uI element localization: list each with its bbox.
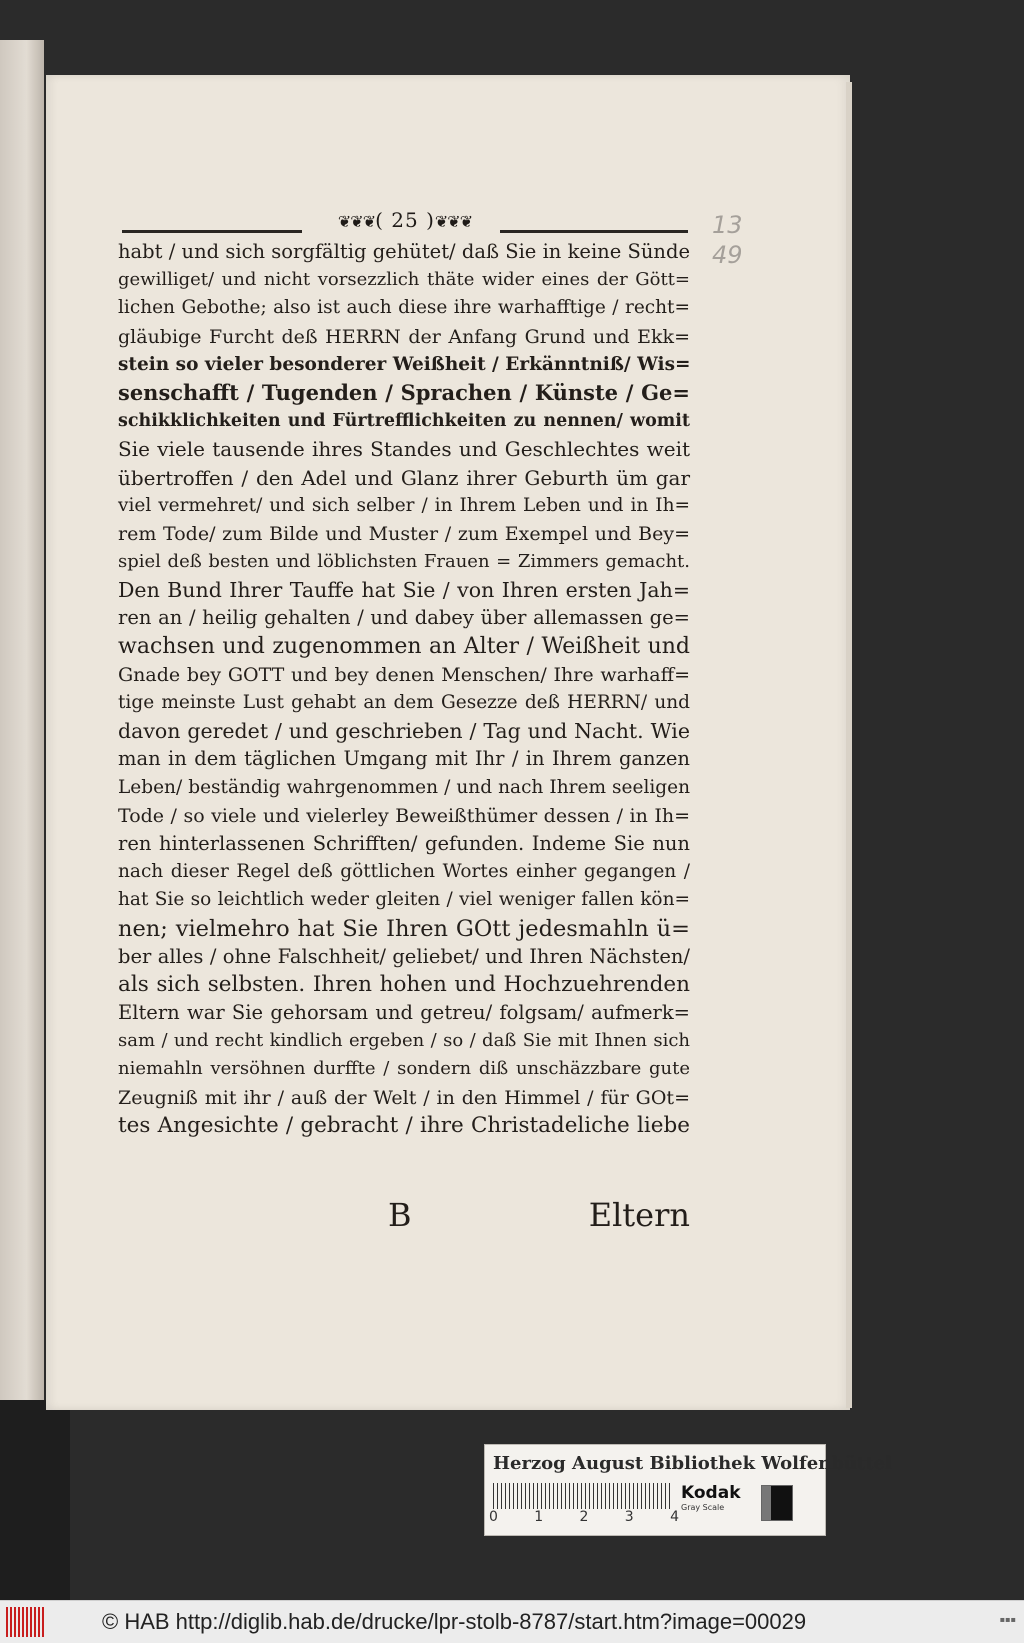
text-line: viel vermehret/ und sich selber / in Ihrem Leben und in Ih= — [118, 494, 690, 516]
kodak-logo: Kodak — [681, 1483, 741, 1503]
margin-note-line: 13 — [712, 211, 743, 239]
page-number: ( 25 ) — [375, 208, 435, 232]
text-line: sam / und recht kindlich ergeben / so / daß Sie mit Ihnen sich — [118, 1030, 690, 1052]
text-line: übertroffen / den Adel und Glanz ihrer Geburth üm gar — [118, 465, 690, 490]
page-number-block — [320, 208, 490, 232]
page-header — [120, 208, 690, 232]
body-text — [118, 238, 690, 1140]
left-binding-shadow — [0, 1400, 70, 1600]
signature-mark: B — [388, 1196, 412, 1234]
footer-dots: ▪▪▪ — [999, 1615, 1016, 1624]
text-line: wachsen und zugenommen an Alter / Weißheit und — [118, 633, 690, 659]
text-line: als sich selbsten. Ihren hohen und Hochzuehrenden — [118, 971, 690, 997]
scale-number: 0 — [489, 1509, 498, 1525]
header-ornament-left: ❦❦❦ — [337, 212, 376, 231]
scale-ruler — [493, 1483, 673, 1509]
text-line: ren an / heilig gehalten / und dabey über allemassen ge= — [118, 606, 690, 630]
text-line: gewilliget/ und nicht vorsezzlich thäte wider eines der Gött= — [118, 269, 690, 291]
gray-scale-label: Gray Scale — [681, 1503, 725, 1512]
scale-number: 3 — [624, 1509, 634, 1525]
text-line: Tode / so viele und vielerley Beweißthümer dessen / in Ih= — [118, 804, 690, 827]
gray-patch — [761, 1485, 793, 1521]
text-line: habt / und sich sorgfältig gehütet/ daß Sie in keine Sünde — [118, 240, 690, 263]
text-line: niemahln versöhnen durffte / sondern diß unschäzzbare gute — [118, 1058, 690, 1080]
text-line: rem Tode/ zum Bilde und Muster / zum Exempel und Bey= — [118, 522, 690, 545]
text-line: tes Angesichte / gebracht / ihre Christadeliche liebe — [118, 1112, 690, 1138]
text-line: stein so vieler besonderer Weißheit / Erkänntniß/ Wis= — [118, 353, 691, 375]
page-right-edge — [846, 82, 852, 1408]
text-line: ren hinterlassenen Schrifften/ gefunden. Indeme Sie nun — [118, 831, 690, 855]
text-line: man in dem täglichen Umgang mit Ihr / in Ihrem ganzen — [118, 747, 690, 771]
text-line: gläubige Furcht deß HERRN der Anfang Grund und Ekk= — [118, 325, 690, 348]
header-rule-left — [122, 230, 302, 233]
color-calibration-bar — [484, 1444, 892, 1536]
scale-number: 2 — [579, 1509, 589, 1525]
footer-bar — [0, 1600, 1024, 1643]
text-line: nach dieser Regel deß göttlichen Wortes einher gegangen / — [118, 861, 690, 883]
text-line: davon geredet / und geschrieben / Tag und Nacht. Wie — [118, 719, 690, 744]
scale-numbers — [489, 1509, 679, 1525]
text-line: schikklichkeiten und Fürtrefflichkeiten zu nennen/ womit — [118, 411, 690, 432]
text-line: tige meinste Lust gehabt an dem Gesezze deß HERRN/ und — [118, 692, 690, 713]
header-ornament-right: ❦❦❦ — [434, 212, 473, 231]
barcode-icon — [6, 1607, 46, 1637]
text-line: lichen Gebothe; also ist auch diese ihre warhafftige / recht= — [118, 297, 690, 319]
scale-number: 1 — [534, 1509, 544, 1525]
text-line: nen; vielmehro hat Sie Ihren GOtt jedesmahln ü= — [118, 915, 690, 942]
text-line: Zeugniß mit ihr / auß der Welt / in den Himmel / für GOt= — [118, 1086, 690, 1109]
catchword: Eltern — [588, 1196, 690, 1234]
text-line: Eltern war Sie gehorsam und getreu/ folgsam/ aufmerk= — [118, 1001, 690, 1025]
text-line: Leben/ beständig wahrgenommen / und nach Ihrem seeligen — [118, 776, 690, 798]
scale-number: 4 — [670, 1509, 679, 1525]
text-line: spiel deß besten und löblichsten Frauen = Zimmers gemacht. — [118, 551, 690, 573]
text-line: Gnade bey GOTT und bey denen Menschen/ Ihre warhaff= — [118, 663, 690, 686]
margin-note — [712, 210, 752, 270]
text-line: senschafft / Tugenden / Sprachen / Künste / Ge= — [118, 379, 690, 405]
library-name: Herzog August Bibliothek Wolfenbüttel — [493, 1453, 892, 1474]
left-page-edge — [0, 40, 44, 1400]
margin-note-line: 49 — [712, 241, 743, 269]
text-line: Sie viele tausende ihres Standes und Geschlechtes weit — [118, 437, 690, 462]
text-line: hat Sie so leichtlich weder gleiten / viel weniger fallen kön= — [118, 889, 690, 911]
catchwords — [118, 1196, 690, 1232]
text-line: Den Bund Ihrer Tauffe hat Sie / von Ihren ersten Jah= — [118, 578, 690, 603]
header-rule-right — [500, 230, 688, 233]
text-line: ber alles / ohne Falschheit/ geliebet/ und Ihren Nächsten/ — [118, 944, 690, 968]
copyright-link[interactable]: © HAB http://diglib.hab.de/drucke/lpr-stolb-8787/start.htm?image=00029 — [102, 1609, 807, 1634]
